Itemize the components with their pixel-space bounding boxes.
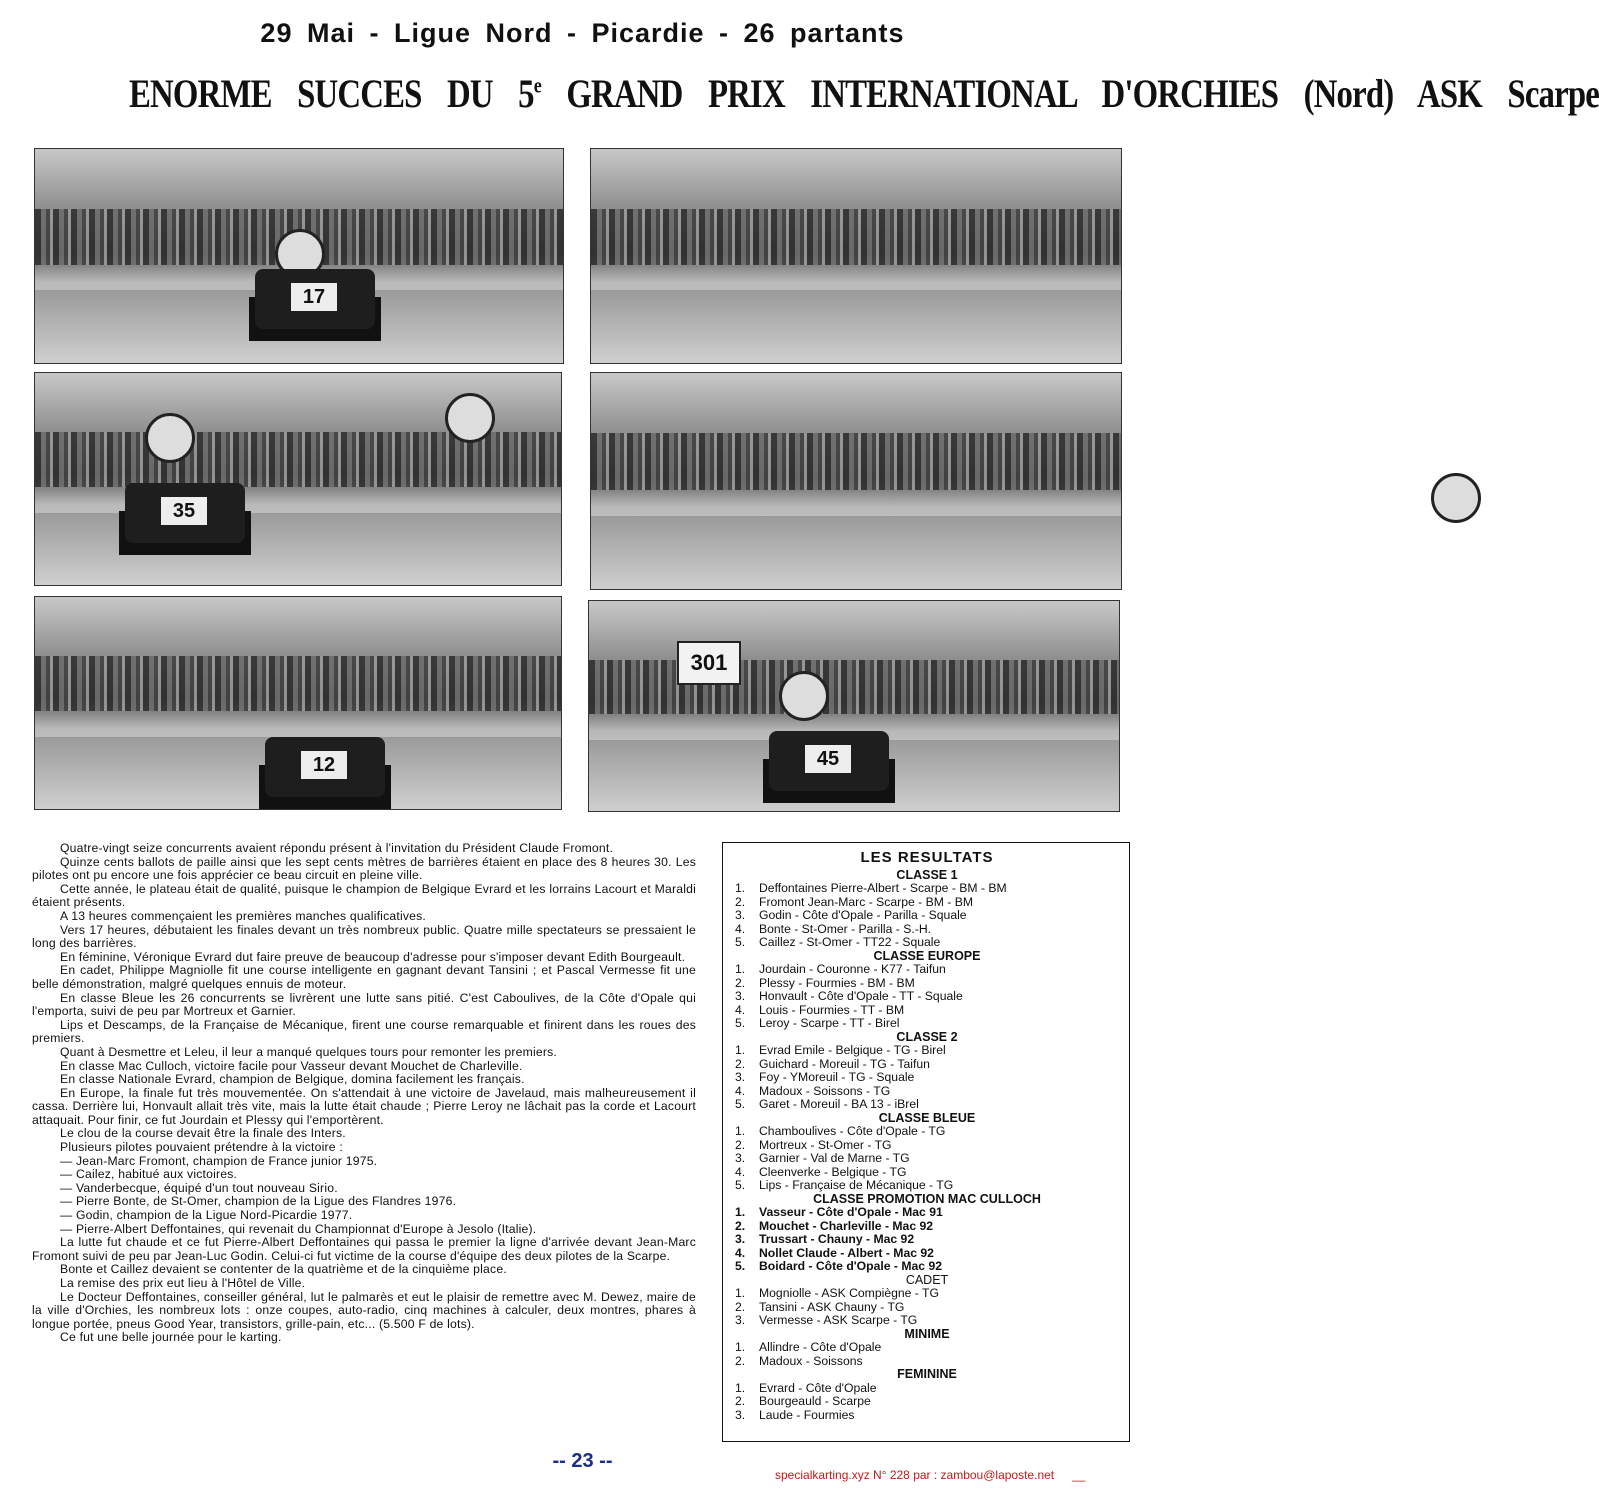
result-row (735, 1044, 1119, 1058)
title-part-a: ENORME SUCCES DU 5 (129, 71, 534, 116)
result-entry: Louis - Fourmies - TT - BM (759, 1002, 905, 1017)
result-row (735, 1382, 1119, 1396)
photo-crowd (591, 209, 1121, 265)
result-position: 3. (735, 1407, 746, 1422)
result-row (735, 1058, 1119, 1072)
results-class-heading: CLASSE PROMOTION MAC CULLOCH (813, 1191, 1041, 1206)
result-position: 5. (735, 935, 746, 949)
result-position: 4. (735, 1002, 746, 1017)
result-entry: Fromont Jean-Marc - Scarpe - BM - BM (759, 894, 974, 909)
article-paragraph: En classe Nationale Evrard, champion de Belgique, domina facilement les français. (60, 1072, 525, 1087)
result-row (735, 896, 1119, 910)
photo-4 (590, 372, 1122, 590)
result-position: 2. (735, 1137, 746, 1152)
article-paragraph: Quatre-vingt seize concurrents avaient répondu présent à l'invitation du Président Claude Fromont. (60, 841, 614, 855)
result-position: 4. (735, 921, 746, 936)
article-paragraph: — Cailez, habitué aux victoires. (60, 1167, 238, 1182)
result-entry: Deffontaines Pierre-Albert - Scarpe - BM - BM (759, 881, 1007, 895)
result-position: 3. (735, 908, 746, 922)
result-position: 4. (735, 1245, 746, 1260)
photo-crowd (589, 660, 1119, 715)
photo-5 (34, 596, 562, 810)
result-entry: Mortreux - St-Omer - TG (759, 1137, 892, 1152)
result-row (735, 1409, 1119, 1423)
results-class-heading: MINIME (904, 1326, 950, 1341)
result-row (735, 1166, 1119, 1180)
result-entry: Chamboulives - Côte d'Opale - TG (759, 1124, 946, 1138)
article-paragraph: En Europe, la finale fut très mouvementée. On s'attendait à une victoire de Javelaud, mais malheureusement il cassa. Derrière lui, Honvault allait très vite, mais la lutte était chaude ; Pierre Leroy ne lâchait pas la corde et Lacourt attaquait. Pour finir, ce fut Jourdain et Plessy qui l'emportèrent. (32, 1085, 696, 1127)
page-number: -- 23 -- (552, 1450, 613, 1472)
article-paragraph: En classe Mac Culloch, victoire facile pour Vasseur devant Mouchet de Charleville. (60, 1058, 523, 1073)
footer-credit (775, 1468, 1145, 1482)
result-entry: Trussart - Chauny - Mac 92 (759, 1232, 915, 1246)
result-position: 3. (735, 1151, 746, 1165)
title-superscript: e (533, 72, 541, 98)
result-row (735, 990, 1119, 1004)
article-paragraph: Cette année, le plateau était de qualité, puisque le champion de Belgique Evrard et les lorrains Lacourt et Maraldi étaient présents. (32, 881, 696, 910)
result-row (735, 1152, 1119, 1166)
result-entry: Leroy - Scarpe - TT - Birel (759, 1016, 900, 1030)
result-row (735, 1260, 1119, 1274)
result-row (735, 1341, 1119, 1355)
result-entry: Honvault - Côte d'Opale - TT - Squale (759, 989, 963, 1003)
kart (255, 269, 375, 329)
result-row (735, 1004, 1119, 1018)
result-entry: Jourdain - Couronne - K77 - Taifun (759, 962, 946, 976)
article-body (32, 842, 696, 1345)
kart-number: 17 (291, 283, 337, 311)
article-paragraph: La lutte fut chaude et ce fut Pierre-Albert Deffontaines qui passa le premier la ligne d'arrivée devant Jean-Marc Fromont suivi de peu par Jean-Luc Godin. Celui-ci fut victime de la course d'équipe des deux pilotes de la Scarpe. (32, 1235, 696, 1263)
result-entry: Guichard - Moreuil - TG - Taifun (759, 1056, 930, 1071)
result-row (735, 977, 1119, 991)
result-position: 1. (735, 1043, 746, 1057)
article-paragraph: En cadet, Philippe Magniolle fit une course intelligente en gagnant devant Tansini ; et Pascal Vermesse fit une belle démonstration, malgré quelques ennuis de moteur. (32, 963, 696, 991)
kart-number: 45 (805, 745, 851, 773)
photo-crowd (35, 432, 561, 487)
result-entry: Garnier - Val de Marne - TG (759, 1151, 910, 1165)
kart-number: 35 (161, 497, 207, 525)
kart-number: 12 (301, 751, 347, 779)
result-row (735, 1287, 1119, 1301)
result-row (735, 1085, 1119, 1099)
photo-2 (590, 148, 1122, 364)
driver-helmet (145, 413, 195, 463)
result-entry: Vermesse - ASK Scarpe - TG (759, 1313, 918, 1327)
article-paragraph: En classe Bleue les 26 concurrents se livrèrent une lutte sans pitié. C'est Caboulives, de la Côte d'Opale qui l'emporta, suivi de peu par Mortreux et Garnier. (32, 990, 696, 1019)
result-position: 2. (735, 975, 746, 990)
result-row (735, 936, 1119, 950)
result-row (735, 909, 1119, 923)
article-paragraph: Ce fut une belle journée pour le karting. (60, 1330, 282, 1345)
result-position: 3. (735, 1313, 746, 1327)
result-entry: Foy - YMoreuil - TG - Squale (759, 1070, 915, 1084)
results-title: LES RESULTATS (860, 849, 994, 866)
driver-helmet (445, 393, 495, 443)
result-row (735, 1355, 1119, 1369)
article-paragraph: — Godin, champion de la Ligue Nord-Picardie 1977. (60, 1208, 353, 1223)
result-entry: Garet - Moreuil - BA 13 - iBrel (759, 1097, 919, 1111)
article-paragraph: Quant à Desmettre et Leleu, il leur a manqué quelques tours pour remonter les premiers. (60, 1044, 558, 1059)
result-row (735, 1314, 1119, 1328)
result-row (735, 1098, 1119, 1112)
article-paragraph: Le Docteur Deffontaines, conseiller général, lut le palmarès et eut le plaisir de remettre avec M. Dewez, maire de la ville d'Orchies, les nombreux lots : onze coupes, auto-radio, cinq machines à calculer, deux montres, phares à longue portée, pneus Good Year, transistors, grille-pain, etc... (5.500 F de lots). (32, 1289, 696, 1331)
result-entry: Plessy - Fourmies - BM - BM (759, 975, 915, 990)
result-position: 2. (735, 1218, 746, 1233)
result-entry: Madoux - Soissons - TG (759, 1083, 891, 1098)
result-entry: Nollet Claude - Albert - Mac 92 (759, 1245, 934, 1260)
article-paragraph: — Jean-Marc Fromont, champion de France junior 1975. (60, 1153, 378, 1168)
result-entry: Mouchet - Charleville - Mac 92 (759, 1218, 934, 1233)
result-position: 2. (735, 1056, 746, 1071)
result-position: 2. (735, 1299, 746, 1314)
results-class-heading: FEMININE (897, 1367, 957, 1381)
result-row (735, 1139, 1119, 1153)
result-position: 1. (735, 962, 746, 976)
article-paragraph: La remise des prix eut lieu à l'Hôtel de Ville. (60, 1276, 306, 1290)
kart (769, 731, 889, 791)
title-part-b: GRAND PRIX INTERNATIONAL D'ORCHIES (Nord) ASK Scarpe (540, 71, 1599, 116)
result-entry: Mogniolle - ASK Compiègne - TG (759, 1286, 939, 1300)
result-entry: Bonte - St-Omer - Parilla - S.-H. (759, 921, 932, 936)
result-row (735, 1179, 1119, 1193)
result-row (735, 1071, 1119, 1085)
article-paragraph: A 13 heures commençaient les premières manches qualificatives. (60, 908, 427, 923)
result-position: 1. (735, 1205, 746, 1219)
result-position: 5. (735, 1016, 746, 1030)
result-row (735, 1233, 1119, 1247)
result-position: 4. (735, 1083, 746, 1098)
article-paragraph: Bonte et Caillez devaient se contenter de la quatrième et de la cinquième place. (60, 1262, 507, 1277)
result-position: 5. (735, 1097, 746, 1111)
photo-road (591, 516, 1121, 589)
result-row (735, 1206, 1119, 1220)
main-title (129, 70, 1599, 117)
result-entry: Laude - Fourmies (759, 1407, 855, 1422)
driver-helmet (1431, 473, 1481, 523)
result-entry: Evrard - Côte d'Opale (759, 1380, 877, 1395)
result-row (735, 923, 1119, 937)
result-position: 3. (735, 989, 746, 1003)
result-position: 4. (735, 1164, 746, 1179)
result-row (735, 1301, 1119, 1315)
footer-dash: __ (1072, 1468, 1086, 1482)
article-paragraph: Quinze cents ballots de paille ainsi que les sept cents mètres de barrières étaient en place des 8 heures 30. Les pilotes ont pu encore une fois apprécier ce beau circuit en pleine ville. (32, 854, 696, 883)
footer-text: specialkarting.xyz N° 228 par : zambou@laposte.net (775, 1468, 1055, 1482)
result-row (735, 1247, 1119, 1261)
result-entry: Evrad Emile - Belgique - TG - Birel (759, 1043, 946, 1057)
result-entry: Caillez - St-Omer - TT22 - Squale (759, 935, 941, 949)
photo-6 (588, 600, 1120, 812)
results-class-heading: CADET (905, 1272, 949, 1287)
article-paragraph: — Pierre Bonte, de St-Omer, champion de la Ligue des Flandres 1976. (60, 1194, 457, 1209)
result-entry: Cleenverke - Belgique - TG (759, 1164, 907, 1179)
article-paragraph: En féminine, Véronique Evrard dut faire preuve de beaucoup d'adresse pour s'imposer devant Edith Bourgeault. (60, 949, 686, 964)
photo-road (591, 290, 1121, 363)
article-paragraph: — Vanderbecque, équipé d'un tout nouveau Sirio. (60, 1180, 338, 1195)
result-position: 2. (735, 1394, 746, 1408)
result-row (735, 1220, 1119, 1234)
photo-1 (34, 148, 564, 364)
result-position: 2. (735, 1353, 746, 1368)
kart (125, 483, 245, 543)
result-position: 1. (735, 1286, 746, 1300)
result-entry: Bourgeauld - Scarpe (759, 1394, 871, 1408)
result-entry: Madoux - Soissons (759, 1353, 863, 1368)
result-entry: Boidard - Côte d'Opale - Mac 92 (759, 1259, 943, 1273)
result-entry: Tansini - ASK Chauny - TG (759, 1299, 905, 1314)
result-row (735, 1125, 1119, 1139)
article-paragraph: — Pierre-Albert Deffontaines, qui revenait du Championnat d'Europe à Jesolo (Italie). (60, 1221, 537, 1236)
header-line: 29 Mai - Ligue Nord - Picardie - 26 partants (260, 18, 905, 48)
results-class-heading: CLASSE BLEUE (878, 1110, 976, 1125)
result-row (735, 963, 1119, 977)
result-row (735, 1395, 1119, 1409)
photo-crowd (35, 656, 561, 711)
result-entry: Godin - Côte d'Opale - Parilla - Squale (759, 908, 967, 922)
result-position: 1. (735, 1340, 746, 1354)
results-class-heading: CLASSE 2 (896, 1029, 958, 1044)
result-position: 1. (735, 881, 746, 895)
results-class-heading: CLASSE 1 (896, 867, 958, 882)
result-entry: Lips - Française de Mécanique - TG (759, 1178, 954, 1192)
result-position: 1. (735, 1380, 746, 1395)
article-paragraph: Plusieurs pilotes pouvaient prétendre à la victoire : (60, 1140, 343, 1155)
result-row (735, 882, 1119, 896)
article-paragraph: Le clou de la course devait être la finale des Inters. (60, 1126, 346, 1141)
course-marker-sign: 301 (677, 641, 741, 685)
result-entry: Vasseur - Côte d'Opale - Mac 91 (759, 1205, 943, 1219)
results-box (722, 842, 1130, 1442)
result-entry: Allindre - Côte d'Opale (759, 1340, 882, 1354)
result-row (735, 1017, 1119, 1031)
article-paragraph: Vers 17 heures, débutaient les finales devant un très nombreux public. Quatre mille spectateurs se pressaient le long des barrières. (32, 922, 696, 951)
article-paragraph: Lips et Descamps, de la Française de Mécanique, firent une course remarquable et finirent dans les roues des premiers. (32, 1017, 696, 1046)
results-class-heading: CLASSE EUROPE (873, 948, 981, 963)
result-position: 5. (735, 1259, 746, 1273)
result-position: 3. (735, 1070, 746, 1084)
result-position: 1. (735, 1124, 746, 1138)
results-list (735, 869, 1119, 1423)
photo-3 (34, 372, 562, 586)
result-position: 2. (735, 894, 746, 909)
photo-crowd (591, 433, 1121, 489)
photo-road (35, 513, 561, 585)
kart (265, 737, 385, 797)
driver-helmet (779, 671, 829, 721)
result-position: 5. (735, 1178, 746, 1192)
result-position: 3. (735, 1232, 746, 1246)
